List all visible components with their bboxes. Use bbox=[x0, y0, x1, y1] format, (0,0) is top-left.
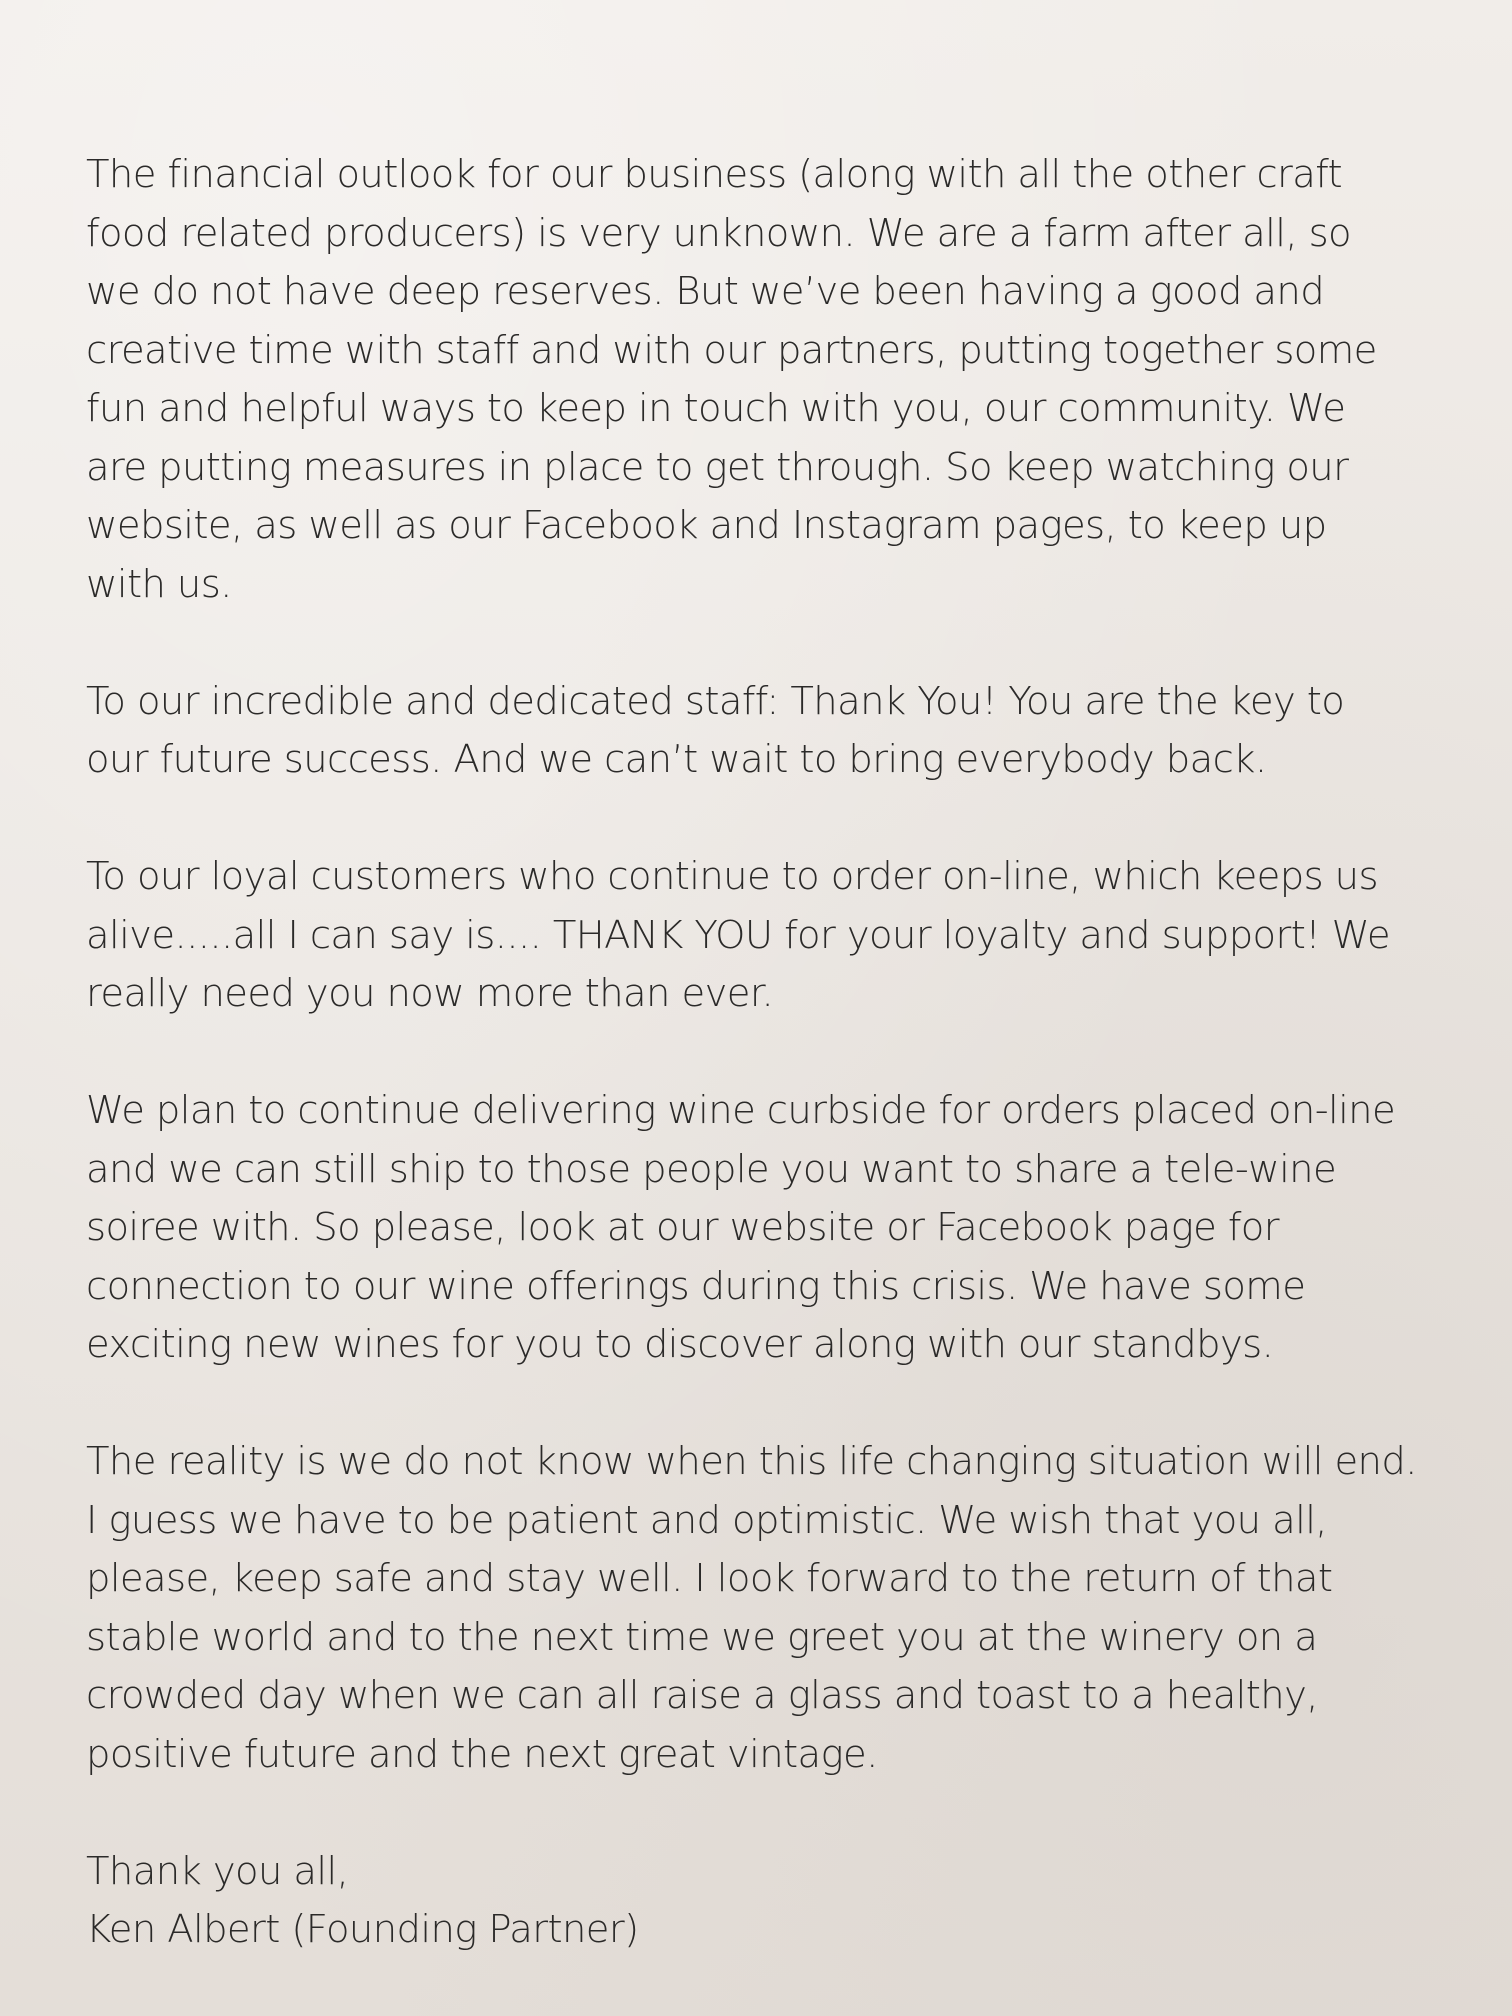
paragraph-staff-thanks: To our incredible and dedicated staff: Thank You! You are the key to our future success. And we can’t wait to bring everybody back. bbox=[86, 678, 1345, 782]
paragraph-financial-outlook: The financial outlook for our business (along with all the other craft food related producers) is very unknown. We are a farm after all, so we do not have deep reserves. But we’ve been having a good and creative time with staff and with our partners, putting together some fun and helpful ways to keep in touch with you, our community. We are putting measures in place to get through. So keep watching our website, as well as our Facebook and Instagram pages, to keep up with us. bbox=[86, 152, 1377, 607]
signature-block: Thank you all, Ken Albert (Founding Partner) bbox=[86, 1848, 639, 1952]
paragraph-closing-thoughts: The reality is we do not know when this life changing situation will end. I guess we have to be patient and optimistic. We wish that you all, please, keep safe and stay well. I look forward to the return of that stable world and to the next time we greet you at the winery on a crowded day when we can all raise a glass and toast to a healthy, positive future and the next great vintage. bbox=[86, 1439, 1417, 1777]
paragraph-customer-thanks: To our loyal customers who continue to order on-line, which keeps us alive.....all I can say is.... THANK YOU for your loyalty and support! We really need you now more than ever. bbox=[86, 854, 1390, 1016]
letter-body bbox=[86, 146, 1466, 1960]
paragraph-curbside-delivery: We plan to continue delivering wine curbside for orders placed on-line and we can still ship to those people you want to share a tele-wine soiree with. So please, look at our website or Facebook page for connection to our wine offerings during this crisis. We have some exciting new wines for you to discover along with our standbys. bbox=[86, 1088, 1396, 1367]
